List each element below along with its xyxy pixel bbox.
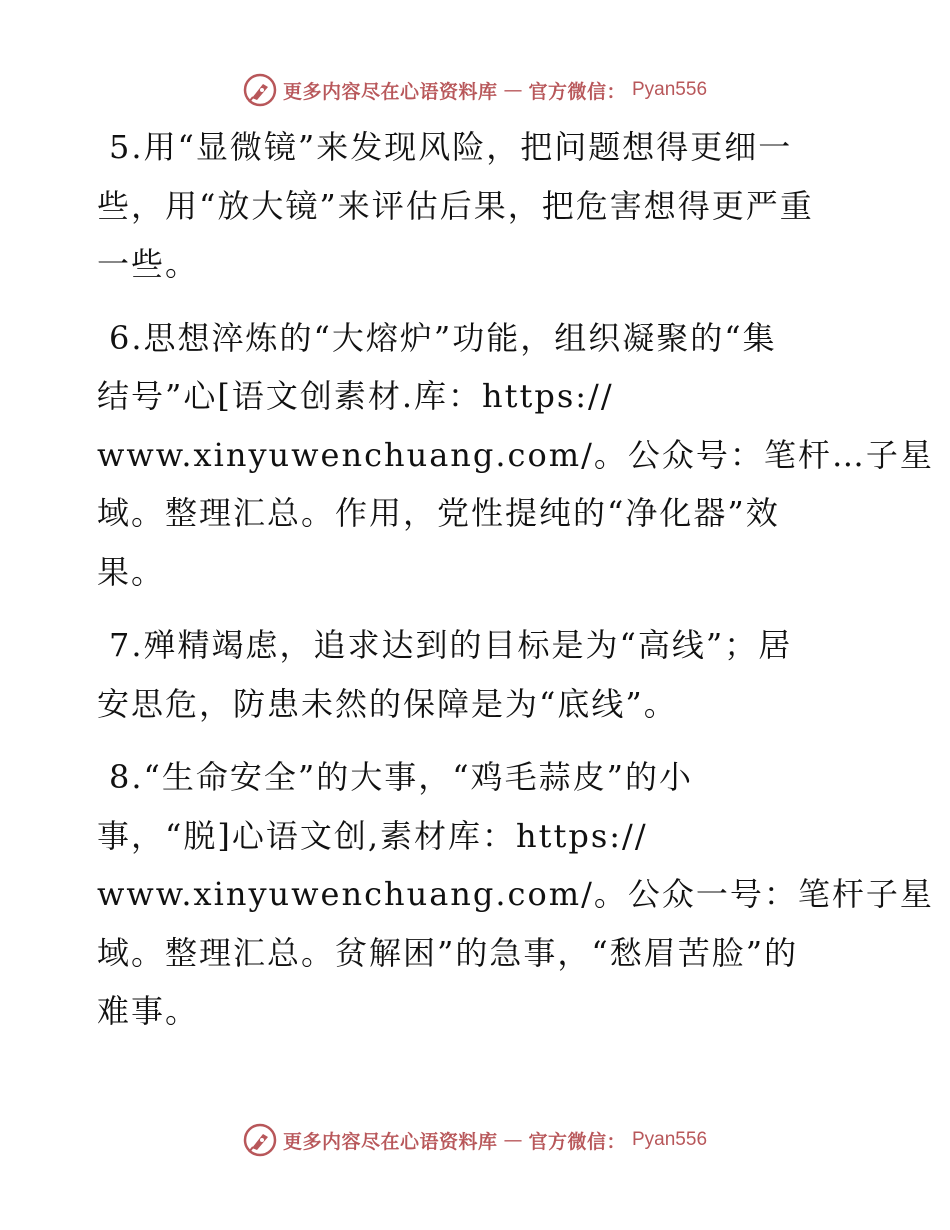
watermark-title: 更多内容尽在心语资料库 (282, 1130, 498, 1153)
header-watermark (0, 70, 950, 110)
text-line: 事，“脱]心语文创,素材库：https:// (97, 816, 648, 855)
text-line: www.xinyuwenchuang.com/。公众一号：笔杆子星 (97, 875, 934, 913)
paragraph-5 (97, 118, 857, 294)
paragraph-8 (97, 748, 934, 1041)
text-line: 域。整理汇总。贫解困”的急事，“愁眉苦脸”的 (97, 933, 799, 972)
watermark-separator: — (503, 1129, 523, 1151)
watermark-contact-label: 官方微信： (528, 1130, 626, 1153)
document-body (97, 118, 934, 1056)
watermark-contact-label: 官方微信： (528, 80, 626, 103)
watermark-separator: — (503, 79, 523, 101)
watermark-contact-id: Pyan556 (632, 79, 708, 100)
text-line: 一些。 (97, 245, 200, 283)
text-line: 8.“生命安全”的大事，“鸡毛蒜皮”的小 (109, 758, 693, 796)
text-line: 安思危，防患未然的保障是为“底线”。 (97, 684, 678, 723)
text-line: 域。整理汇总。作用，党性提纯的“净化器”效 (97, 494, 780, 532)
text-line: 难事。 (97, 992, 200, 1030)
watermark-contact-id: Pyan556 (632, 1129, 708, 1150)
paragraph-6 (97, 309, 934, 602)
text-line: 6.思想淬炼的“大熔炉”功能，组织凝聚的“集 (109, 318, 777, 357)
text-line: 5.用“显微镜”来发现风险，把问题想得更细一 (109, 128, 793, 166)
text-line: www.xinyuwenchuang.com/。公众号：笔杆…子星 (97, 435, 934, 474)
text-line: 果。 (97, 552, 166, 591)
text-line: 7.殚精竭虑，追求达到的目标是为“高线”；居 (109, 626, 793, 664)
pen-nib-logo-icon (243, 1123, 277, 1157)
text-line: 些，用“放大镜”来评估后果，把危害想得更严重 (97, 186, 814, 225)
text-line: 结号”心[语文创素材.库：https:// (97, 377, 614, 415)
watermark-title: 更多内容尽在心语资料库 (282, 80, 498, 103)
pen-nib-logo-icon (243, 73, 277, 107)
footer-watermark (0, 1120, 950, 1160)
paragraph-7 (97, 616, 857, 733)
